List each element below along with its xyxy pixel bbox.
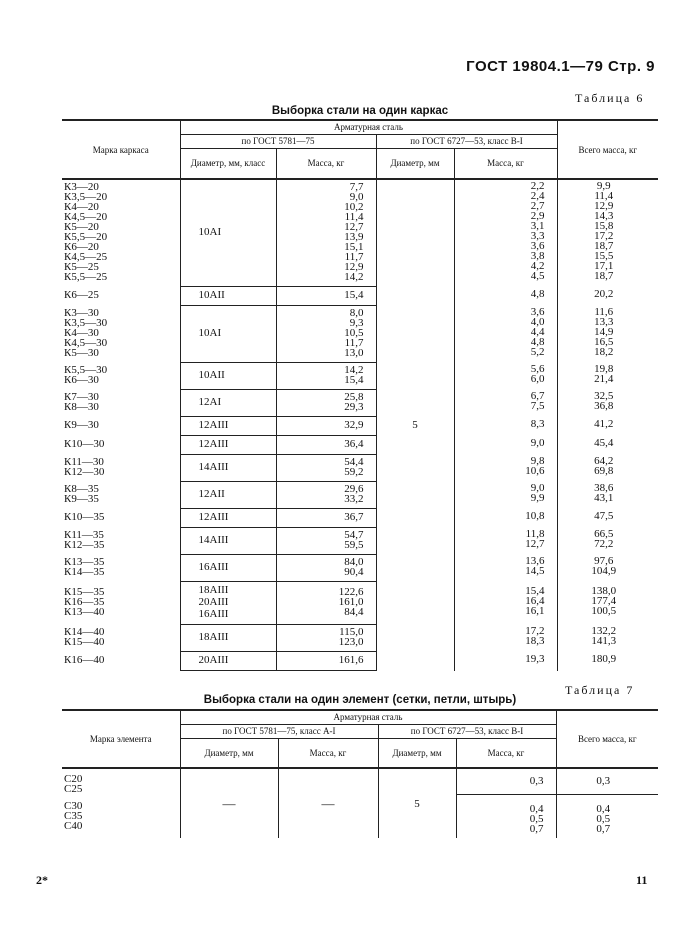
- diam-class-header: Диаметр, мм, класс: [180, 148, 276, 179]
- total-mass: 9,9 11,4 12,9 14,3 15,8 17,2 18,7 15,5 17,1 18,7: [594, 180, 614, 283]
- wire-mass: 6,7 7,5: [454, 390, 557, 417]
- total-mass: 97,6 104,9: [591, 555, 617, 577]
- frame-marks: К14—40 К15—40: [64, 626, 105, 648]
- rebar-class: 12AII: [180, 482, 276, 509]
- gost5781-header: по ГОСТ 5781—75: [180, 134, 376, 148]
- rebar-class: 12AIII: [180, 436, 276, 455]
- mass2-header: Масса, кг: [454, 148, 557, 179]
- table6-row-group: [62, 582, 658, 625]
- rebar-mass: 25,8 29,3: [276, 390, 376, 417]
- table6-row-group: [62, 179, 658, 287]
- frame-marks: К7—30 К8—30: [64, 391, 99, 413]
- rebar-class: 20AIII: [180, 652, 276, 671]
- rebar-class: 18AIII: [180, 625, 276, 652]
- rebar-mass: 115,0 123,0: [276, 625, 376, 652]
- table7-title: Выборка стали на один элемент (сетки, петли, штырь): [203, 694, 517, 706]
- t7-diam2-header: Диаметр, мм: [378, 738, 456, 768]
- wire-mass: 17,2 18,3: [454, 625, 557, 652]
- wire-mass: 5,6 6,0: [454, 363, 557, 390]
- frame-marks: К3—20 К3,5—20 К4—20 К4,5—20 К5—20 К5,5—20 К6—20 К4,5—25 К5—25 К5,5—25: [64, 181, 108, 284]
- rebar-mass: 8,0 9,3 10,5 11,7 13,0: [276, 306, 376, 363]
- t7-diam1-dash: —: [180, 768, 278, 838]
- rebar-class: 12AIII: [180, 417, 276, 436]
- rebar-class: 10AI: [180, 306, 276, 363]
- rebar-mass: 54,4 59,2: [276, 455, 376, 482]
- frame-marks: К10—35: [64, 511, 105, 523]
- total-mass: 38,6 43,1: [594, 482, 614, 504]
- t7-mass2-header: Масса, кг: [456, 738, 556, 768]
- table6-row-group: [62, 509, 658, 528]
- rebar-class: 12AI: [180, 390, 276, 417]
- wire-mass: 10,8: [454, 509, 557, 528]
- gost6727-header: по ГОСТ 6727—53, класс В-I: [376, 134, 557, 148]
- t7-marks-group-a: С20 С25: [64, 773, 83, 795]
- table7-label: Таблица 7: [565, 683, 635, 697]
- t7-total-a: 0,3: [556, 768, 658, 794]
- table6-row-group: [62, 555, 658, 582]
- table6: [62, 119, 658, 671]
- frame-marks: К5,5—30 К6—30: [64, 364, 108, 386]
- frame-marks: К15—35 К16—35 К13—40: [64, 586, 105, 618]
- frame-marks: К11—30 К12—30: [64, 456, 105, 478]
- t7-marks-group-b: С30 С35 С40: [64, 800, 83, 832]
- rebar-mass: 7,7 9,0 10,2 11,4 12,7 13,9 15,1 11,7 12,9 14,2: [276, 179, 376, 287]
- wire-mass: 2,2 2,4 2,7 2,9 3,1 3,3 3,6 3,8 4,2 4,5: [454, 179, 557, 287]
- total-mass: 64,2 69,8: [594, 455, 614, 477]
- total-mass: 32,5 36,8: [594, 390, 614, 412]
- table6-row-group: [62, 455, 658, 482]
- rebar-class: 10AII: [180, 363, 276, 390]
- table6-row-group: [62, 652, 658, 671]
- t7-total-b: 0,4 0,5 0,7: [596, 803, 611, 835]
- frame-marks: К8—35 К9—35: [64, 483, 99, 505]
- t7-col-mark-header: Марка элемента: [62, 710, 180, 768]
- wire-mass: 8,3: [454, 417, 557, 436]
- rebar-mass: 29,6 33,2: [276, 482, 376, 509]
- t7-wire-diameter: 5: [378, 768, 456, 838]
- wire-diameter: 5: [376, 179, 454, 671]
- frame-marks: К9—30: [64, 419, 99, 431]
- rebar-class: 14AIII: [180, 528, 276, 555]
- rebar-class: 14AIII: [180, 455, 276, 482]
- table6-row-group: [62, 482, 658, 509]
- rebar-mass: 84,0 90,4: [276, 555, 376, 582]
- table6-label: Таблица 6: [575, 91, 645, 105]
- rebar-mass: 54,7 59,5: [276, 528, 376, 555]
- table7: [62, 709, 658, 838]
- total-mass: 180,9: [591, 653, 617, 665]
- t7-gost6727-header: по ГОСТ 6727—53, класс В-I: [378, 724, 556, 738]
- total-mass: 19,8 21,4: [594, 363, 614, 385]
- wire-mass: 9,8 10,6: [454, 455, 557, 482]
- table6-row-group: [62, 306, 658, 363]
- table6-title: Выборка стали на один каркас: [271, 105, 449, 117]
- total-mass: 45,4: [594, 437, 614, 449]
- armature-header: Арматурная сталь: [180, 120, 557, 134]
- wire-mass: 19,3: [454, 652, 557, 671]
- wire-mass: 11,8 12,7: [454, 528, 557, 555]
- mass1-header: Масса, кг: [276, 148, 376, 179]
- table6-row-group: [62, 436, 658, 455]
- page-header: ГОСТ 19804.1—79 Стр. 9: [466, 58, 655, 75]
- rebar-mass: 14,2 15,4: [276, 363, 376, 390]
- rebar-mass: 122,6 161,0 84,4: [276, 582, 376, 625]
- t7-armature-header: Арматурная сталь: [180, 710, 556, 724]
- rebar-class: 18AIII 20AIII 16AIII: [180, 582, 276, 625]
- table6-row-group: [62, 625, 658, 652]
- col-mark-header: Марка каркаса: [62, 120, 180, 179]
- t7-diam1-header: Диаметр, мм: [180, 738, 278, 768]
- table6-row-group: [62, 287, 658, 306]
- col-total-header: Всего масса, кг: [557, 120, 658, 179]
- table6-row-group: [62, 417, 658, 436]
- rebar-mass: 32,9: [276, 417, 376, 436]
- frame-marks: К16—40: [64, 654, 105, 666]
- t7-mass1-header: Масса, кг: [278, 738, 378, 768]
- t7-mass1-dash: —: [278, 768, 378, 838]
- t7-mass2-b: 0,4 0,5 0,7: [456, 794, 556, 838]
- rebar-class: 16AIII: [180, 555, 276, 582]
- rebar-class: 12AIII: [180, 509, 276, 528]
- wire-mass: 15,4 16,4 16,1: [454, 582, 557, 625]
- t7-col-total-header: Всего масса, кг: [556, 710, 658, 768]
- total-mass: 66,5 72,2: [594, 528, 614, 550]
- frame-marks: К6—25: [64, 289, 99, 301]
- total-mass: 138,0 177,4 100,5: [591, 585, 617, 617]
- rebar-mass: 36,7: [276, 509, 376, 528]
- rebar-class: 10AI: [180, 179, 276, 287]
- wire-mass: 13,6 14,5: [454, 555, 557, 582]
- footer-left: 2*: [36, 873, 48, 887]
- table6-row-group: [62, 390, 658, 417]
- rebar-mass: 36,4: [276, 436, 376, 455]
- rebar-class: 10AII: [180, 287, 276, 306]
- frame-marks: К13—35 К14—35: [64, 556, 105, 578]
- rebar-mass: 161,6: [276, 652, 376, 671]
- wire-mass: 4,8: [454, 287, 557, 306]
- total-mass: 20,2: [594, 288, 614, 300]
- rebar-mass: 15,4: [276, 287, 376, 306]
- frame-marks: К3—30 К3,5—30 К4—30 К4,5—30 К5—30: [64, 307, 108, 359]
- frame-marks: К11—35 К12—35: [64, 529, 105, 551]
- total-mass: 11,6 13,3 14,9 16,5 18,2: [594, 306, 614, 358]
- footer-right: 11: [636, 873, 648, 887]
- t7-gost5781-header: по ГОСТ 5781—75, класс А-I: [180, 724, 378, 738]
- diam-header: Диаметр, мм: [376, 148, 454, 179]
- total-mass: 47,5: [594, 510, 614, 522]
- table6-row-group: [62, 528, 658, 555]
- total-mass: 132,2 141,3: [591, 625, 617, 647]
- table6-row-group: [62, 363, 658, 390]
- wire-mass: 3,6 4,0 4,4 4,8 5,2: [454, 306, 557, 363]
- t7-mass2-a: 0,3: [456, 768, 556, 794]
- wire-mass: 9,0: [454, 436, 557, 455]
- total-mass: 41,2: [594, 418, 614, 430]
- frame-marks: К10—30: [64, 438, 105, 450]
- wire-mass: 9,0 9,9: [454, 482, 557, 509]
